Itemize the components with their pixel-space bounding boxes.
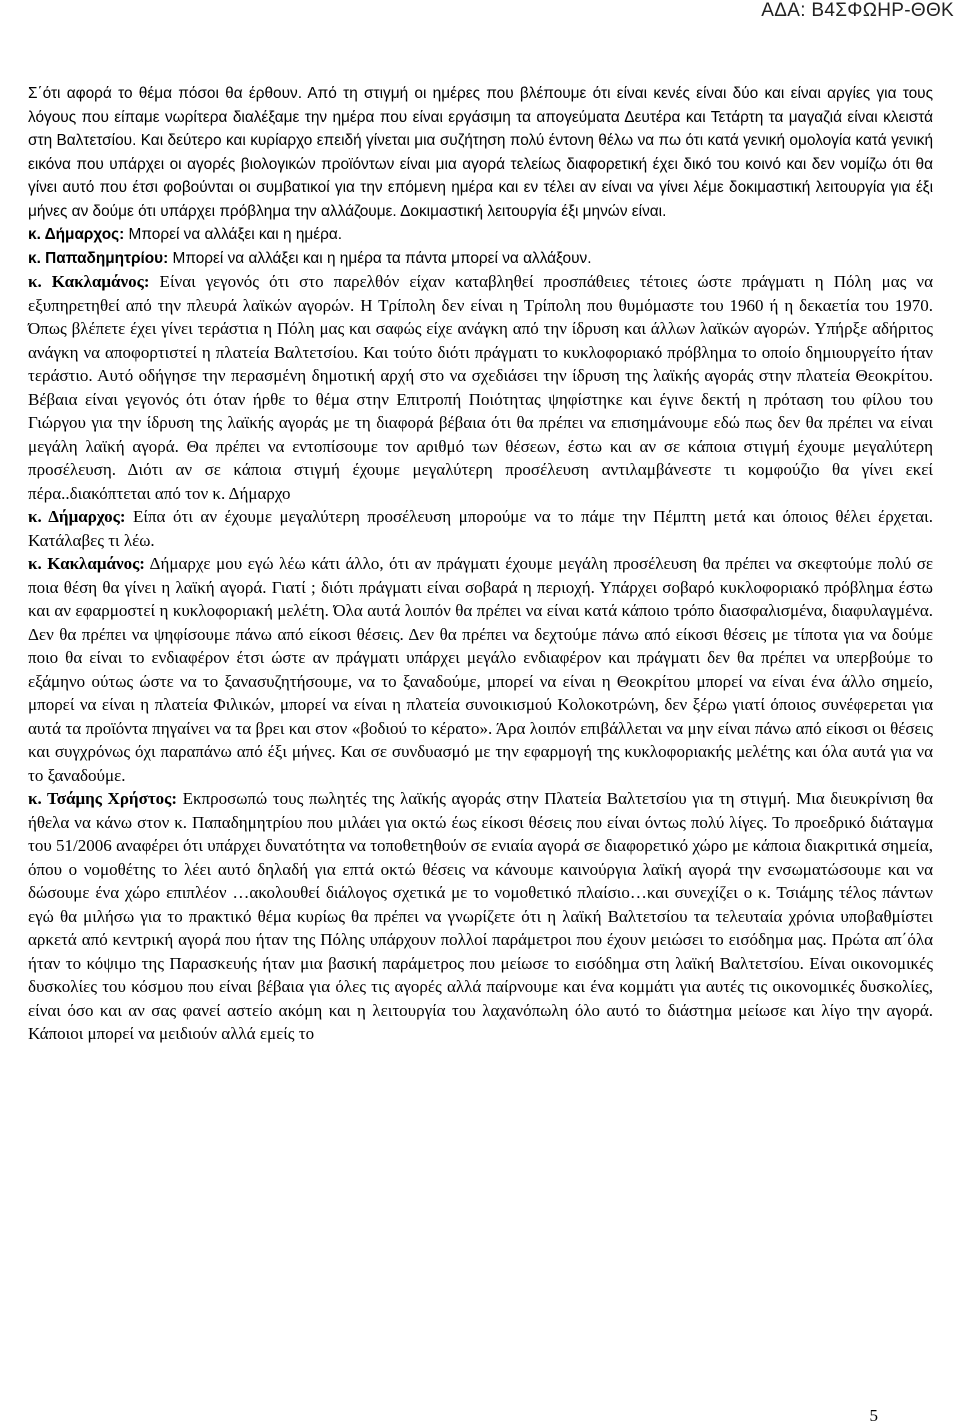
ada-code: ΑΔΑ: Β4ΣΦΩΗΡ-ΘΘΚ (761, 0, 954, 21)
speaker-line-mayor (28, 223, 933, 247)
speaker-label: κ. Κακλαμάνος: (28, 554, 145, 573)
speaker-label: κ. Τσάμης Χρήστος: (28, 789, 177, 808)
speaker-paragraph-mayor (28, 505, 933, 552)
page-number: 5 (869, 1406, 878, 1425)
speaker-label: κ. Κακλαμάνος: (28, 272, 150, 291)
speaker-text: Μπορεί να αλλάξει και η ημέρα. (124, 226, 343, 243)
speaker-label: κ. Παπαδημητρίου: (28, 249, 169, 267)
paragraph-opening (28, 82, 933, 223)
speaker-text: Είπα ότι αν έχουμε μεγαλύτερη προσέλευση μπορούμε να το πάμε την Πέμπτη μετά και όποιος θέλει έρχεται. Κατάλαβες τι λέω. (28, 507, 933, 550)
speaker-text: Μπορεί να αλλάξει και η ημέρα τα πάντα μπορεί να αλλάξουν. (168, 249, 592, 267)
speaker-paragraph-kaklamanos (28, 270, 933, 505)
speaker-paragraph-tsamis (28, 787, 933, 1046)
speaker-line-papadimitriou (28, 247, 933, 271)
speaker-paragraph-kaklamanos-2 (28, 552, 933, 787)
paragraph-text: Σ΄ότι αφορά το θέμα πόσοι θα έρθουν. Από τη στιγμή οι ημέρες που βλέπουμε ότι είναι κενές είναι δύο και είναι αργίες για τους λόγους που είπαμε νωρίτερα διαλέξαμε την ημέρα που είναι εργάσιμη τα απογεύματα Δευτέρα και Τετάρτη τα μαγαζιά είναι κλειστά στη Βαλτετσίου. Και δεύτερο και κυρίαρχο επειδή γίνεται μια συζήτηση πολύ έντονη θέλω να πω ότι κατά γενική ομολογία κατά γενική εικόνα που υπάρχει οι αγορές βιολογικών προϊόντων είναι μια αγορά τελείως διαφορετική έχει δικό του κοινό και δεν νομίζω ότι θα γίνει αυτό που έτσι φοβούνται οι συμβατικοί για την επόμενη ημέρα και εν τέλει αν είναι να γίνει λέμε δοκιμαστική λειτουργία για έξι μήνες αν δούμε ότι υπάρχει πρόβλημα την αλλάζουμε. Δοκιμαστική λειτουργία έξι μηνών είναι. (28, 85, 933, 220)
speaker-text: Δήμαρχε μου εγώ λέω κάτι άλλο, ότι αν πράγματι έχουμε μεγάλη προσέλευση θα πρέπει να σκεφτούμε πολύ σε ποια θέση θα γίνει η λαϊκή αγορά. Γιατί ; διότι πράγματι είναι σοβαρά η περιοχή. Υπάρχει σοβαρό κυκλοφοριακό πρόβλημα έστω και αν εφαρμοστεί η κυκλοφοριακή μελέτη. Όλα αυτά λοιπόν θα πρέπει να είναι κατά κάποιο τρόπο διασφαλισμένα, διαφυλαγμένα. Δεν θα πρέπει να ψηφίσουμε πάνω από είκοσι θέσεις. Δεν θα πρέπει να δεχτούμε πάνω από είκοσι θέσεις με τίποτα για να δούμε ποιο θα είναι το ενδιαφέρον έτσι ώστε αν πράγματι υπάρχει μεγάλο ενδιαφέρον και πράγματι δεν θα πρέπει να υπερβούμε το εξάμηνο ούτως ώστε να το ξανασυζητήσουμε, να το ξαναδούμε, μπορεί να είναι η Θεοκρίτου μπορεί να είναι ένα άλλο σημείο, μπορεί να είναι η πλατεία Φιλικών, μπορεί να είναι η πλατεία συνοικισμού Κολοκοτρώνη, δεν ξέρω γιατί όποιος συνέφερεται για αυτά τα προϊόντα πηγαίνει να τα βρει και στον «βοδιού το κέρατο». Άρα λοιπόν επιβάλλεται να μην είναι πάνω από είκοσι οι θέσεις και συγχρόνως όχι παραπάνω από έξι μήνες. Και σε συνδυασμό με την εφαρμογή της κυκλοφοριακής μελέτης και όλα αυτά για να το ξαναδούμε. (28, 554, 933, 785)
speaker-text: Εκπροσωπώ τους πωλητές της λαϊκής αγοράς στην Πλατεία Βαλτετσίου για τη στιγμή. Μια διευκρίνιση θα ήθελα να κάνω στον κ. Παπαδημητρίου που μιλάει για οκτώ έως είκοσι θέσεις που είναι όντως πολύ λίγες. Το προεδρικό διάταγμα του 51/2006 αναφέρει ότι υπάρχει δυνατότητα να τοποθετηθούν σε ενιαία αγορά σε διαφορετικό χώρο με κάποια διακριτικά σημεία, όπου ο νομοθέτης το λέει αυτό δηλαδή για επτά οκτώ θέσεις να κάνουμε καινούργια λαϊκή αγορά την ενσωματώσουμε και να δώσουμε ένα χώρο επιπλέον …ακολουθεί διάλογος σχετικά με το νομοθετικό πλαίσιο…και συνεχίζει ο κ. Τσιάμης τέλος πάντων εγώ θα μιλήσω για το πρακτικό θέμα κυρίως θα πρέπει να γνωρίζετε ότι η λαϊκή Βαλτετσίου τα τελευταία χρόνια υποβαθμίστει αρκετά από κεντρική αγορά που ήταν της Πόλης υπάρχουν πολλοί παράμετροι που έχουν μειώσει το εισόδημα μας. Πρώτα απ΄όλα ήταν το κόψιμο της Παρασκευής ήταν μια βασική παράμετρος που μείωσε το εισόδημα στη λαϊκή Βαλτετσίου. Είναι οικονομικές δυσκολίες του κόσμου που είναι βέβαια για όλες τις αγορές αλλά παίρνουμε και ένα κομμάτι για αυτές τις οικονομικές δυσκολίες, είναι όσο και αν σας φανεί αστείο ακόμη και η λειτουργία του λαχανόπωλη όλο αυτό το διάστημα μείωσε και λίγο την αγορά. Κάποιοι μπορεί να μειδιούν αλλά εμείς το (28, 789, 933, 1043)
speaker-label: κ. Δήμαρχος: (28, 507, 126, 526)
speaker-label: κ. Δήμαρχος: (28, 226, 125, 243)
document-body (28, 82, 933, 1046)
speaker-text: Είναι γεγονός ότι στο παρελθόν είχαν καταβληθεί προσπάθειες τέτοιες ώστε πράγματι η Πόλη μας να εξυπηρετηθεί από την πλευρά λαϊκών αγορών. Η Τρίπολη δεν είναι η Τρίπολη που θυμόμαστε του 1960 ή η δεκαετία του 1970. Όπως βλέπετε έχει γίνει τεράστια η Πόλη μας και σαφώς είχε ανάγκη από την ίδρυση και άλλων λαϊκών αγορών. Υπήρξε αδήριτος ανάγκη να αποφορτιστεί η πλατεία Βαλτετσίου. Και τούτο διότι πράγματι το κυκλοφοριακό πρόβλημα το οποίο δημιουργείτο ήταν τεράστιο. Αυτό οδήγησε την περασμένη δημοτική αρχή στο να σχεδιάσει την ίδρυση της λαϊκής αγοράς στην πλατεία Θεοκρίτου. Βέβαια είναι γεγονός ότι όταν ήρθε το θέμα στην Επιτροπή Ποιότητας ψηφίστηκε και έγινε δεκτή η πρόταση του φίλου του Γιώργου για την ίδρυση της λαϊκής αγοράς με τη διαφορά βέβαια ότι θα πρέπει να επισημάνουμε εδώ πως δεν θα πρέπει να είναι μεγάλη λαϊκή αγορά. Θα πρέπει να εντοπίσουμε τον αριθμό των θέσεων, έστω και αν σε κάποια στιγμή έχουμε μεγαλύτερη προσέλευση. Διότι αν σε κάποια στιγμή έχουμε μεγαλύτερη προσέλευση αντιλαμβάνεστε τι κομφούζιο θα γίνει εκεί πέρα..διακόπτεται από τον κ. Δήμαρχο (28, 272, 934, 503)
